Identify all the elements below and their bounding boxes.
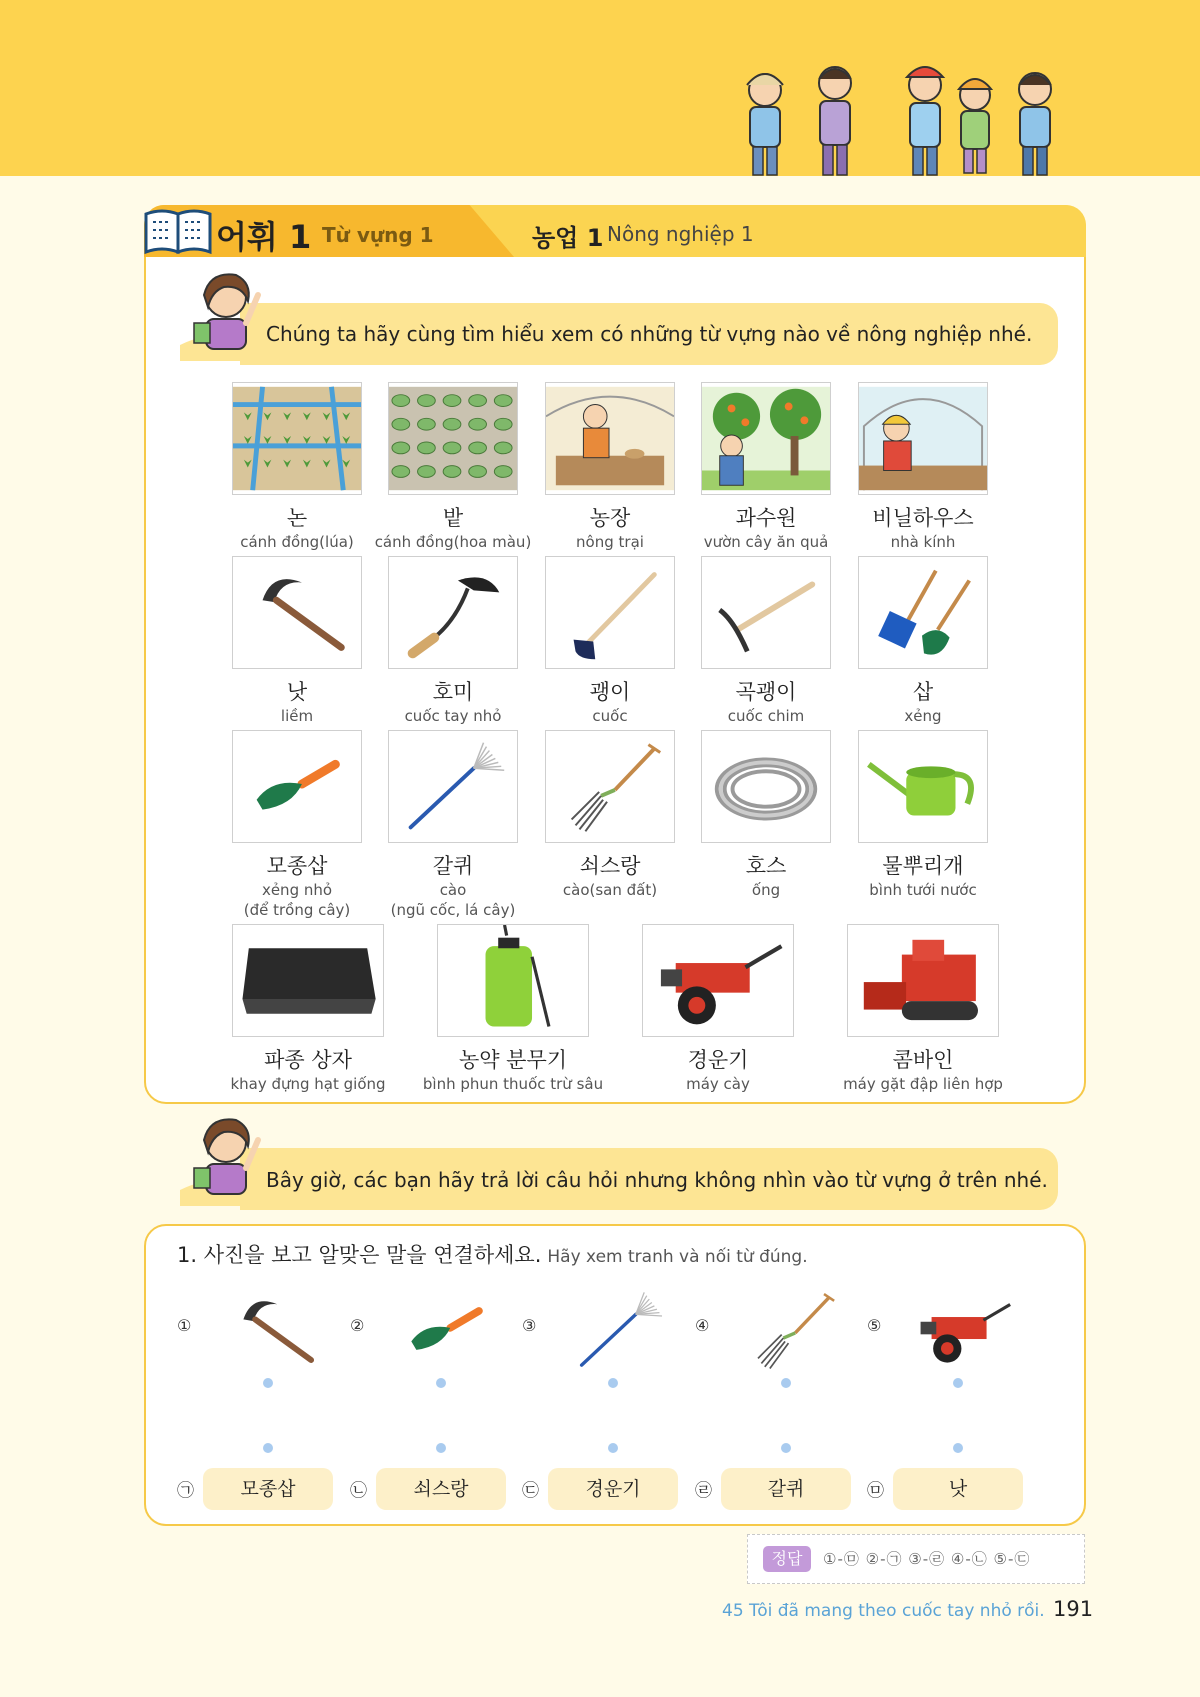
match-dot-bottom[interactable]: [263, 1443, 273, 1453]
sickle-icon: [218, 1280, 328, 1380]
page-number: 191: [1053, 1597, 1094, 1621]
trowel-icon: [232, 730, 362, 843]
vocab-word-ko: 삽: [912, 680, 934, 704]
sprayer-icon: [437, 924, 589, 1037]
item-number: ②: [350, 1316, 365, 1335]
vocab-word-ko: 농장: [589, 506, 631, 530]
choice-word[interactable]: 경운기: [548, 1468, 678, 1510]
vocab-word-ko: 갈퀴: [432, 854, 474, 878]
vocab-word-vi: khay đựng hạt giống: [230, 1075, 386, 1093]
vocab-item: [525, 382, 695, 557]
greenhouse-icon: [858, 382, 988, 495]
vocab-word-vi: bình tưới nước: [869, 881, 977, 899]
match-dot-top[interactable]: [781, 1378, 791, 1388]
choice-mark: ㉠: [177, 1481, 194, 1501]
vocab-word-ko: 과수원: [735, 506, 797, 530]
vocab-item: [838, 556, 1008, 731]
hand-hoe-icon: [388, 556, 518, 669]
rake-icon: [563, 1280, 673, 1380]
vocab-word-ko: 농약 분무기: [458, 1048, 568, 1072]
vocab-item: [681, 556, 851, 731]
vocab-word-ko: 물뿌리개: [882, 854, 964, 878]
match-dot-top[interactable]: [436, 1378, 446, 1388]
vocab-word-vi: ống: [751, 881, 781, 899]
vocab-item: [368, 382, 538, 557]
vocab-word-vi: liềm: [280, 707, 314, 725]
sickle-icon: [232, 556, 362, 669]
vocab-word-vi: bình phun thuốc trừ sâu: [422, 1075, 604, 1093]
vocab-word-vi: máy gặt đập liên hợp: [843, 1075, 1003, 1093]
teacher-icon: [180, 265, 276, 361]
topic-title: 농업 1: [532, 224, 604, 252]
vocab-word-ko: 낫: [286, 680, 308, 704]
vocab-word-vi-note: (để trồng cây): [243, 901, 351, 919]
vocab-item: [827, 924, 1019, 1099]
tiller-icon: [908, 1280, 1018, 1380]
item-number: ④: [695, 1316, 710, 1335]
vocab-word-ko: 호미: [432, 680, 474, 704]
vocab-word-ko: 비닐하우스: [872, 506, 974, 530]
vocab-word-ko: 괭이: [589, 680, 631, 704]
prompt-text: Bây giờ, các bạn hãy trả lời câu hỏi nhưng không nhìn vào từ vựng ở trên nhé.: [266, 1168, 1048, 1192]
vocab-item: [212, 730, 382, 919]
vocab-word-vi-note: (ngũ cốc, lá cây): [390, 901, 516, 919]
vocab-item: [212, 924, 404, 1099]
vocab-word-vi: cào(san đất): [562, 881, 658, 899]
rice-paddy-icon: [232, 382, 362, 495]
vocab-item: [525, 556, 695, 731]
vocab-word-ko: 논: [286, 506, 308, 530]
hoe-icon: [545, 556, 675, 669]
item-number: ⑤: [867, 1316, 882, 1335]
vocab-item: [681, 730, 851, 905]
match-dot-top[interactable]: [608, 1378, 618, 1388]
match-dot-bottom[interactable]: [781, 1443, 791, 1453]
topic-title-vi: Nông nghiệp 1: [607, 222, 754, 246]
rake-icon: [388, 730, 518, 843]
item-number: ③: [522, 1316, 537, 1335]
vocab-word-vi: nông trại: [576, 533, 644, 551]
book-icon: [142, 206, 214, 256]
orchard-icon: [701, 382, 831, 495]
choice-word[interactable]: 모종삽: [203, 1468, 333, 1510]
vocab-item: [417, 924, 609, 1099]
choice-mark: ㉡: [350, 1481, 367, 1501]
choice-word[interactable]: 쇠스랑: [376, 1468, 506, 1510]
vocab-item: [525, 730, 695, 905]
shovel-icon: [858, 556, 988, 669]
section-title: 어휘 1: [216, 218, 312, 256]
vocab-word-ko: 쇠스랑: [579, 854, 641, 878]
vocab-item: [681, 382, 851, 557]
choice-word[interactable]: 갈퀴: [721, 1468, 851, 1510]
choice-mark: ㉣: [695, 1481, 712, 1501]
vocab-word-vi: nhà kính: [890, 533, 956, 551]
farmers-illustration-icon: [735, 55, 1065, 177]
vocab-word-vi: cuốc tay nhỏ: [404, 707, 502, 725]
vocab-word-ko: 경운기: [687, 1048, 749, 1072]
vocab-item: [212, 382, 382, 557]
exercise-title: [177, 1239, 808, 1269]
teacher-icon: [180, 1110, 276, 1206]
match-dot-top[interactable]: [263, 1378, 273, 1388]
tiller-icon: [642, 924, 794, 1037]
pitchfork-icon: [736, 1280, 846, 1380]
answer-text: ①-㉤ ②-㉠ ③-㉣ ④-㉡ ⑤-㉢: [823, 1550, 1031, 1568]
field-icon: [388, 382, 518, 495]
exercise-title-ko: 1. 사진을 보고 알맞은 말을 연결하세요.: [177, 1243, 542, 1267]
trowel-icon: [391, 1280, 501, 1380]
lesson-footer: 45 Tôi đã mang theo cuốc tay nhỏ rồi.: [722, 1601, 1045, 1621]
vocab-item: [838, 730, 1008, 905]
hose-icon: [701, 730, 831, 843]
vocab-item: [368, 730, 538, 919]
vocab-item: [838, 382, 1008, 557]
section-title-vi: Từ vựng 1: [322, 223, 434, 247]
vocab-word-vi: xẻng: [904, 707, 942, 725]
combine-icon: [847, 924, 999, 1037]
vocab-item: [622, 924, 814, 1099]
vocab-word-ko: 밭: [442, 506, 464, 530]
vocab-word-ko: 모종삽: [266, 854, 328, 878]
answer-label: 정답: [763, 1546, 811, 1572]
vocab-word-vi: vườn cây ăn quả: [703, 533, 829, 551]
vocab-word-ko: 파종 상자: [264, 1048, 352, 1072]
vocab-item: [212, 556, 382, 731]
match-dot-bottom[interactable]: [953, 1443, 963, 1453]
vocab-word-vi: cánh đồng(lúa): [240, 533, 354, 551]
vocab-word-ko: 콤바인: [892, 1048, 954, 1072]
vocab-word-vi: cuốc: [592, 707, 628, 725]
choice-mark: ㉤: [867, 1481, 884, 1501]
farm-icon: [545, 382, 675, 495]
intro-text: Chúng ta hãy cùng tìm hiểu xem có những từ vựng nào về nông nghiệp nhé.: [266, 322, 1033, 346]
vocab-word-vi: cánh đồng(hoa màu): [374, 533, 532, 551]
item-number: ①: [177, 1316, 192, 1335]
choice-mark: ㉢: [522, 1481, 539, 1501]
pitchfork-icon: [545, 730, 675, 843]
vocab-word-ko: 곡괭이: [735, 680, 797, 704]
watering-can-icon: [858, 730, 988, 843]
vocab-word-vi: cuốc chim: [727, 707, 805, 725]
match-dot-top[interactable]: [953, 1378, 963, 1388]
pickaxe-icon: [701, 556, 831, 669]
vocab-word-vi: xẻng nhỏ: [261, 881, 333, 899]
vocab-word-vi: máy cày: [686, 1075, 750, 1093]
exercise-title-vi: Hãy xem tranh và nối từ đúng.: [547, 1247, 808, 1267]
vocab-word-ko: 호스: [745, 854, 787, 878]
vocab-word-vi: cào: [439, 881, 467, 899]
match-dot-bottom[interactable]: [436, 1443, 446, 1453]
choice-word[interactable]: 낫: [893, 1468, 1023, 1510]
match-dot-bottom[interactable]: [608, 1443, 618, 1453]
seed-tray-icon: [232, 924, 384, 1037]
vocab-item: [368, 556, 538, 731]
